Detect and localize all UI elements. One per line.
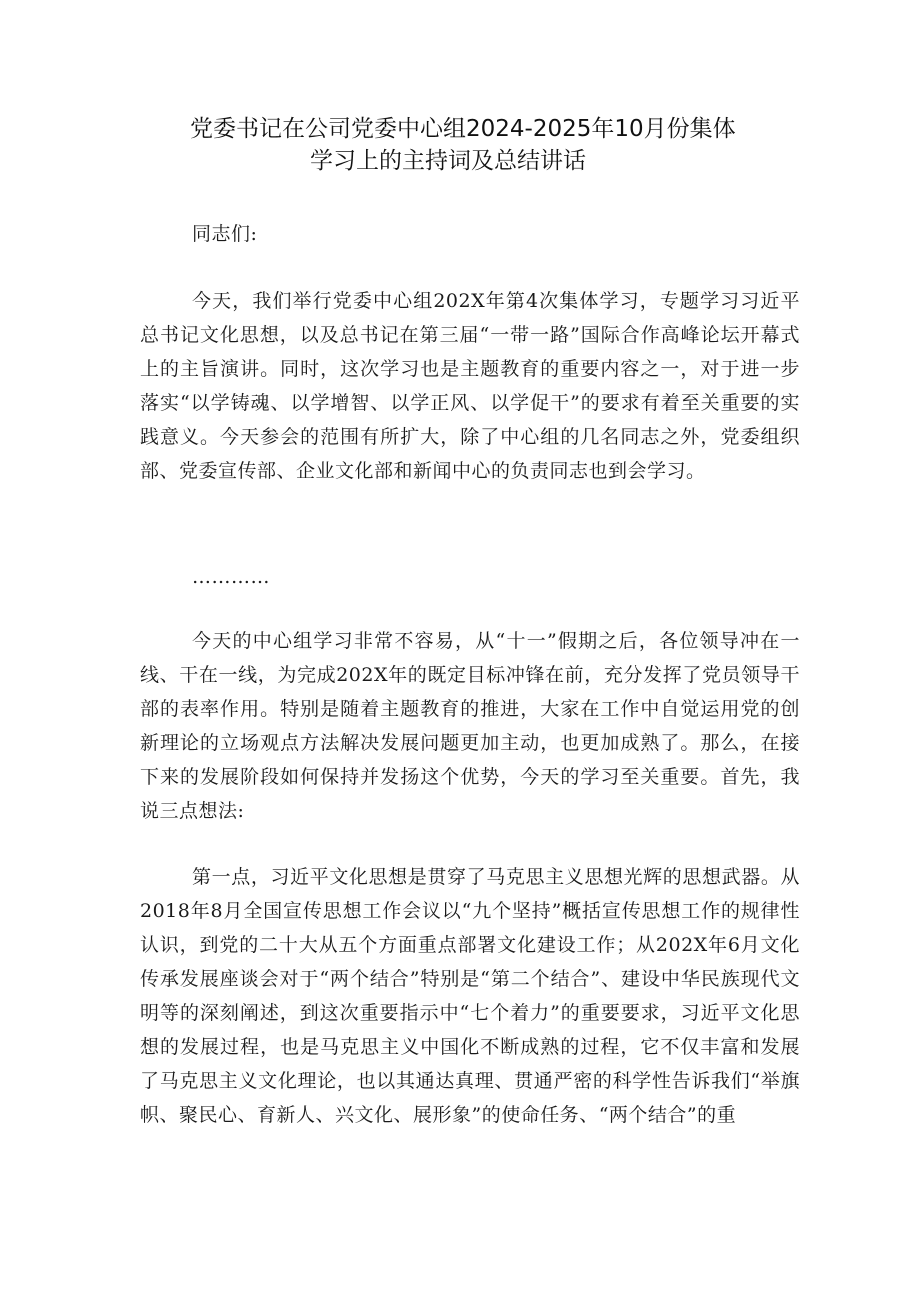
title-line-2: 学习上的主持词及总结讲话	[310, 148, 586, 174]
paragraph-context: 今天的中心组学习非常不容易，从“十一”假期之后，各位领导冲在一线、干在一线，为完成202X年的既定目标冲锋在前，充分发挥了党员领导干部的表率作用。特别是随着主题教育的推进，大家在工作中自觉运用党的创新理论的立场观点方法解决发展问题更加主动，也更加成熟了。那么，在接下来的发展阶段如何保持并发扬这个优势，今天的学习至关重要。首先，我说三点想法:	[140, 630, 800, 822]
paragraph-first-point: 第一点，习近平文化思想是贯穿了马克思主义思想光辉的思想武器。从2018年8月全国宣传思想工作会议以“九个坚持”概括宣传思想工作的规律性认识，到党的二十大从五个方面重点部署文化建设工作；从202X年6月文化传承发展座谈会对于“两个结合”特别是“第二个结合”、建设中华民族现代文明等的深刻阐述，到这次重要指示中“七个着力”的重要要求，习近平文化思想的发展过程，也是马克思主义中国化不断成熟的过程，它不仅丰富和发展了马克思主义文化理论，也以其通达真理、贯通严密的科学性告诉我们“举旗帜、聚民心、育新人、兴文化、展形象”的使命任务、“两个结合”的重	[140, 866, 800, 1126]
paragraph-opening: 今天，我们举行党委中心组202X年第4次集体学习，专题学习习近平总书记文化思想，以及总书记在第三届“一带一路”国际合作高峰论坛开幕式上的主旨演讲。同时，这次学习也是主题教育的重要内容之一，对于进一步落实“以学铸魂、以学增智、以学正风、以学促干”的要求有着至关重要的实践意义。今天参会的范围有所扩大，除了中心组的几名同志之外，党委组织部、党委宣传部、企业文化部和新闻中心的负责同志也到会学习。	[140, 290, 800, 482]
greeting: 同志们:	[192, 223, 258, 245]
title-line-1: 党委书记在公司党委中心组2024-2025年10月份集体	[190, 116, 736, 142]
document-title	[140, 113, 830, 177]
ellipsis-separator: …………	[192, 566, 270, 588]
